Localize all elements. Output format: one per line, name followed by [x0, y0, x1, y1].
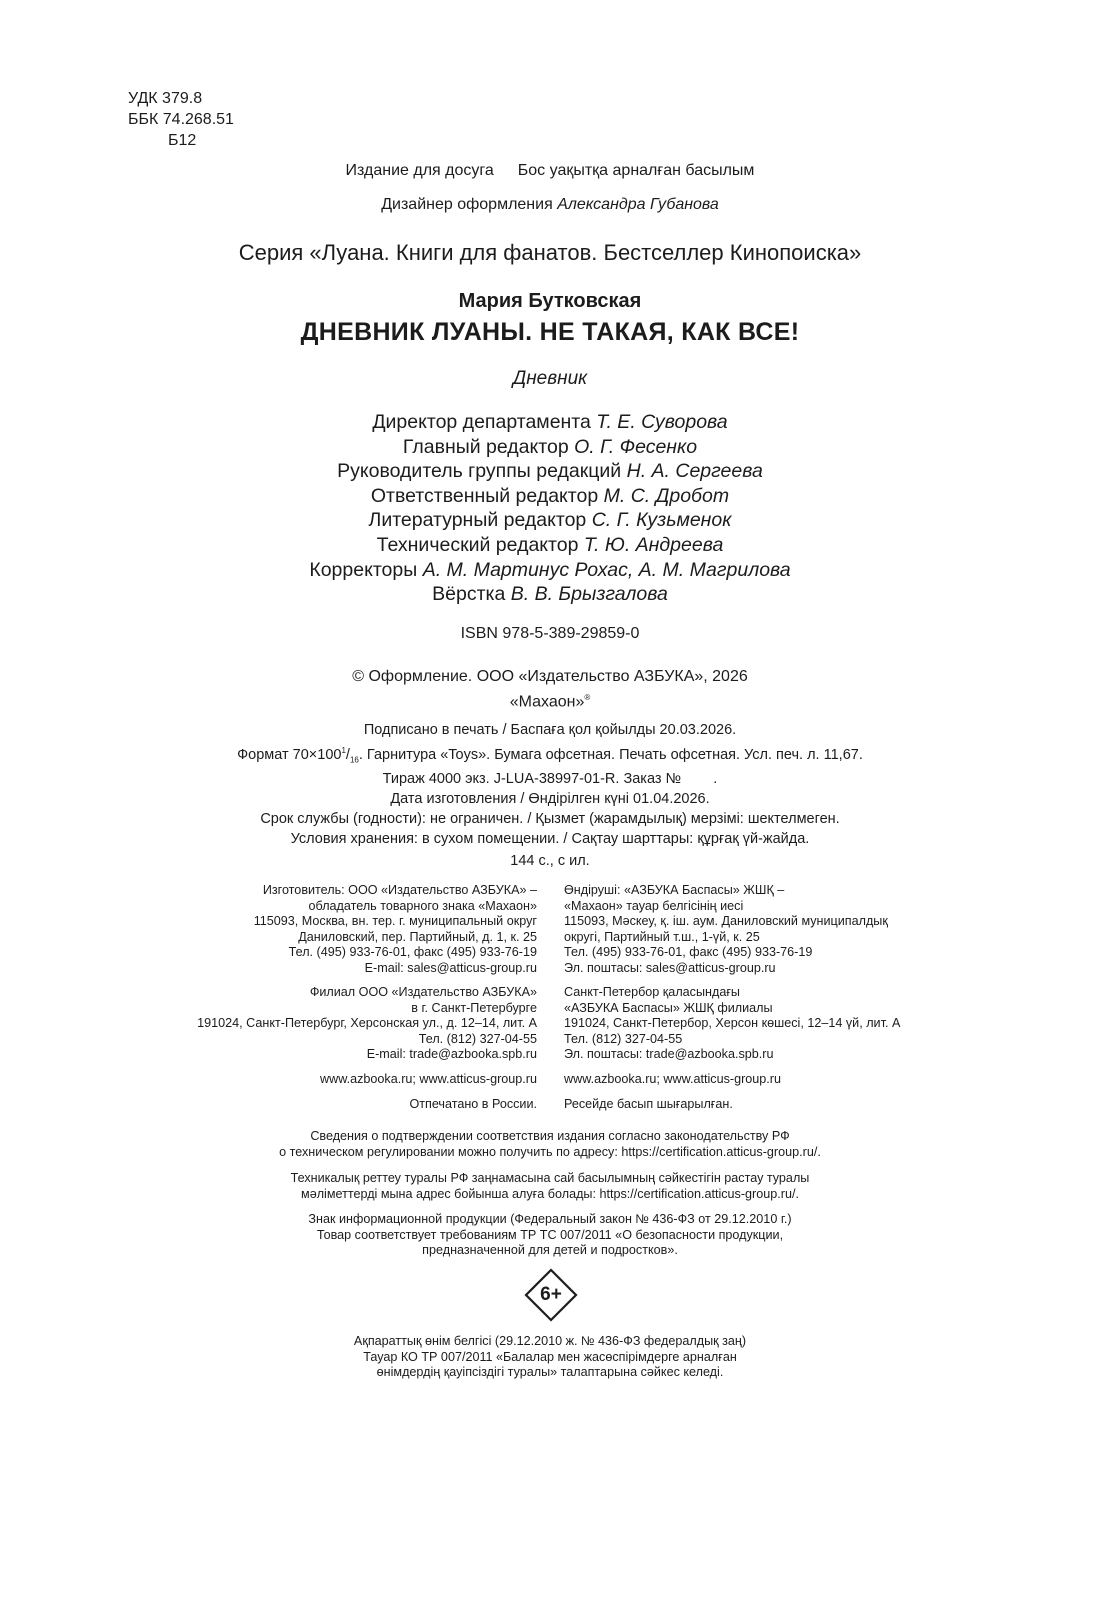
staff-line [0, 459, 1100, 484]
staff-role: Директор департамента [372, 411, 591, 433]
edition-type [0, 162, 1100, 180]
branch-kz-line: 191024, Санкт-Петербор, Херсон көшесі, 12–14 үй, лит. А [564, 1016, 901, 1030]
staff-name: Т. Е. Суворова [596, 411, 728, 433]
certification-kz-line: Техникалық реттеу туралы РФ заңнамасына сай басылымның сәйкестігін растау туралы [290, 1171, 810, 1185]
info-sign-ru-line: предназначенной для детей и подростков». [422, 1243, 678, 1257]
staff-role: Главный редактор [402, 435, 569, 458]
print-made: Дата изготовления / Өндірілген күні 01.04.2026. [390, 791, 710, 808]
staff-line [0, 533, 1100, 558]
udk-code: УДК 379.8 [128, 90, 203, 107]
manufacturer-ru-line: Тел. (495) 933-76-01, факс (495) 933-76-19 [288, 945, 537, 959]
format-denominator: 16 [349, 755, 359, 765]
branch-kz-line: Санкт-Петербор қаласындағы [564, 985, 740, 999]
print-storage: Условия хранения: в сухом помещении. / Сақтау шарттары: құрғақ үй-жайда. [290, 830, 810, 847]
designer-name: Александра Губанова [557, 196, 719, 213]
print-run: Тираж 4000 экз. J-LUA-38997-01-R. Заказ № . [382, 771, 718, 788]
brand-line [0, 687, 1100, 712]
staff-line [0, 508, 1100, 533]
branch-kz-line: Эл. поштасы: trade@azbooka.spb.ru [564, 1047, 774, 1061]
info-sign-kz-line: Ақпараттық өнім белгісі (29.12.2010 ж. № 436-ФЗ федералдық заң) [353, 1334, 747, 1348]
copyright-line: © Оформление. ООО «Издательство АЗБУКА», 2026 [352, 668, 748, 685]
format-numerator: 1 [341, 745, 346, 755]
certification-ru [0, 1129, 1100, 1160]
staff-line [0, 484, 1100, 509]
designer-role: Дизайнер оформления [381, 196, 553, 213]
isbn: ISBN 978-5-389-29859-0 [460, 625, 640, 642]
certification-kz [0, 1171, 1100, 1202]
info-sign-ru-line: Знак информационной продукции (Федеральный закон № 436-ФЗ от 29.12.2010 г.) [308, 1212, 792, 1226]
print-signed: Подписано в печать / Баспаға қол қойылды 20.03.2026. [363, 722, 737, 738]
staff-role: Вёрстка [432, 583, 506, 606]
info-sign-ru-line: Товар соответствует требованиям ТР ТС 007/2011 «О безопасности продукции, [316, 1227, 784, 1242]
staff-role: Корректоры [309, 558, 418, 581]
info-sign-kz-line: өнімдердің қауіпсіздігі туралы» талаптарына сәйкес келеді. [376, 1365, 724, 1379]
manufacturer-kz-line: «Махаон» тауар белгісінің иесі [564, 898, 744, 913]
certification-ru-line: о техническом регулировании можно получить по адресу: https://certification.atticus-group.ru/. [279, 1144, 821, 1159]
manufacturer-ru-line: Даниловский, пер. Партийный, д. 1, к. 25 [298, 929, 537, 944]
staff-name: Т. Ю. Андреева [583, 533, 724, 556]
manufacturer-ru-line: 115093, Москва, вн. тер. г. муниципальный округ [253, 914, 537, 928]
staff-line [0, 410, 1100, 435]
staff-line [0, 435, 1100, 460]
manufacturer-ru-line: E-mail: sales@atticus-group.ru [364, 960, 537, 975]
copyright-block [0, 666, 1100, 712]
manufacturer-kz-line: округі, Партийный т.ш., 1-үй, к. 25 [564, 929, 760, 944]
website-kz: www.azbooka.ru; www.atticus-group.ru [564, 1072, 781, 1086]
format-prefix: Формат 70×100 [237, 746, 342, 763]
classification-block [128, 88, 234, 151]
author-mark: Б12 [168, 132, 197, 149]
book-title: ДНЕВНИК ЛУАНЫ. НЕ ТАКАЯ, КАК ВСЕ! [300, 318, 800, 346]
staff-line [0, 558, 1100, 583]
staff-name: В. В. Брызгалова [510, 583, 668, 606]
format-suffix: . Гарнитура «Toys». Бумага офсетная. Печать офсетная. Усл. печ. л. 11,67. [358, 746, 863, 763]
branch-kz [564, 985, 900, 1063]
print-service: Срок службы (годности): не ограничен. / Қызмет (жарамдылық) мерзімі: шектелмеген. [260, 810, 840, 827]
series-title: Серия «Луана. Книги для фанатов. Бестселлер Кинопоиска» [238, 240, 862, 265]
print-details [0, 721, 1100, 850]
manufacturer-kz-line: Өндіруші: «АЗБУКА Баспасы» ЖШҚ – [564, 883, 785, 897]
staff-name: О. Г. Фесенко [574, 435, 698, 458]
staff-name: С. Г. Кузьменок [591, 509, 732, 532]
branch-ru-line: Филиал ООО «Издательство АЗБУКА» [309, 985, 537, 999]
manufacturer-kz-line: Тел. (495) 933-76-01, факс (495) 933-76-19 [564, 945, 813, 959]
edition-type-kz: Бос уақытқа арналған басылым [517, 162, 755, 179]
page-count: 144 с., с ил. [510, 853, 590, 869]
brand-name: «Махаон» [509, 693, 585, 711]
certification-kz-line: мәліметтерді мына адрес бойынша алуға болады: https://certification.atticus-group.ru/. [301, 1186, 799, 1201]
branch-kz-line: «АЗБУКА Баспасы» ЖШҚ филиалы [564, 1000, 773, 1015]
info-sign-ru [0, 1212, 1100, 1259]
staff-name: М. С. Дробот [603, 484, 730, 507]
manufacturer-kz-line: 115093, Мәскеу, қ. іш. аум. Даниловский муниципалдық [564, 914, 888, 928]
branch-ru [197, 985, 537, 1063]
manufacturer-ru-line: Изготовитель: ООО «Издательство АЗБУКА» – [262, 883, 537, 897]
branch-ru-line: Тел. (812) 327-04-55 [418, 1031, 537, 1046]
branch-ru-line: E-mail: trade@azbooka.spb.ru [366, 1047, 537, 1061]
staff-line [0, 582, 1100, 607]
manufacturer-kz-line: Эл. поштасы: sales@atticus-group.ru [564, 960, 776, 975]
book-genre: Дневник [512, 368, 588, 389]
info-sign-kz [0, 1334, 1100, 1381]
print-format [0, 741, 1100, 771]
branch-kz-line: Тел. (812) 327-04-55 [564, 1031, 683, 1046]
branch-ru-line: 191024, Санкт-Петербург, Херсонская ул., д. 12–14, лит. А [197, 1016, 537, 1030]
website-ru: www.azbooka.ru; www.atticus-group.ru [320, 1072, 537, 1086]
designer-credit [0, 196, 1100, 214]
staff-list [0, 410, 1100, 607]
branch-ru-line: в г. Санкт-Петербурге [411, 1000, 537, 1015]
certification-ru-line: Сведения о подтверждении соответствия издания согласно законодательству РФ [310, 1129, 790, 1143]
info-sign-kz-line: Тауар КО ТР 007/2011 «Балалар мен жасөспірімдерге арналған [363, 1349, 737, 1364]
staff-role: Руководитель группы редакций [337, 460, 622, 483]
manufacturer-ru-line: обладатель товарного знака «Махаон» [308, 898, 537, 913]
edition-type-ru: Издание для досуга [345, 162, 494, 179]
book-author: Мария Бутковская [458, 290, 642, 312]
printed-in-kz: Ресейде басып шығарылған. [564, 1097, 733, 1111]
staff-name: Н. А. Сергеева [626, 460, 763, 483]
manufacturer-kz [564, 883, 888, 976]
age-rating-label: 6+ [540, 1284, 562, 1305]
staff-role: Технический редактор [376, 533, 579, 556]
staff-name: А. М. Мартинус Рохас, А. М. Магрилова [422, 558, 791, 581]
bbk-code: ББК 74.268.51 [128, 111, 234, 128]
registered-mark: ® [584, 693, 591, 702]
staff-role: Ответственный редактор [370, 484, 599, 507]
format-slash: / [345, 746, 350, 763]
manufacturer-ru [254, 883, 537, 976]
printed-in-ru: Отпечатано в России. [409, 1097, 537, 1111]
staff-role: Литературный редактор [368, 509, 587, 532]
age-rating-badge [524, 1268, 578, 1322]
